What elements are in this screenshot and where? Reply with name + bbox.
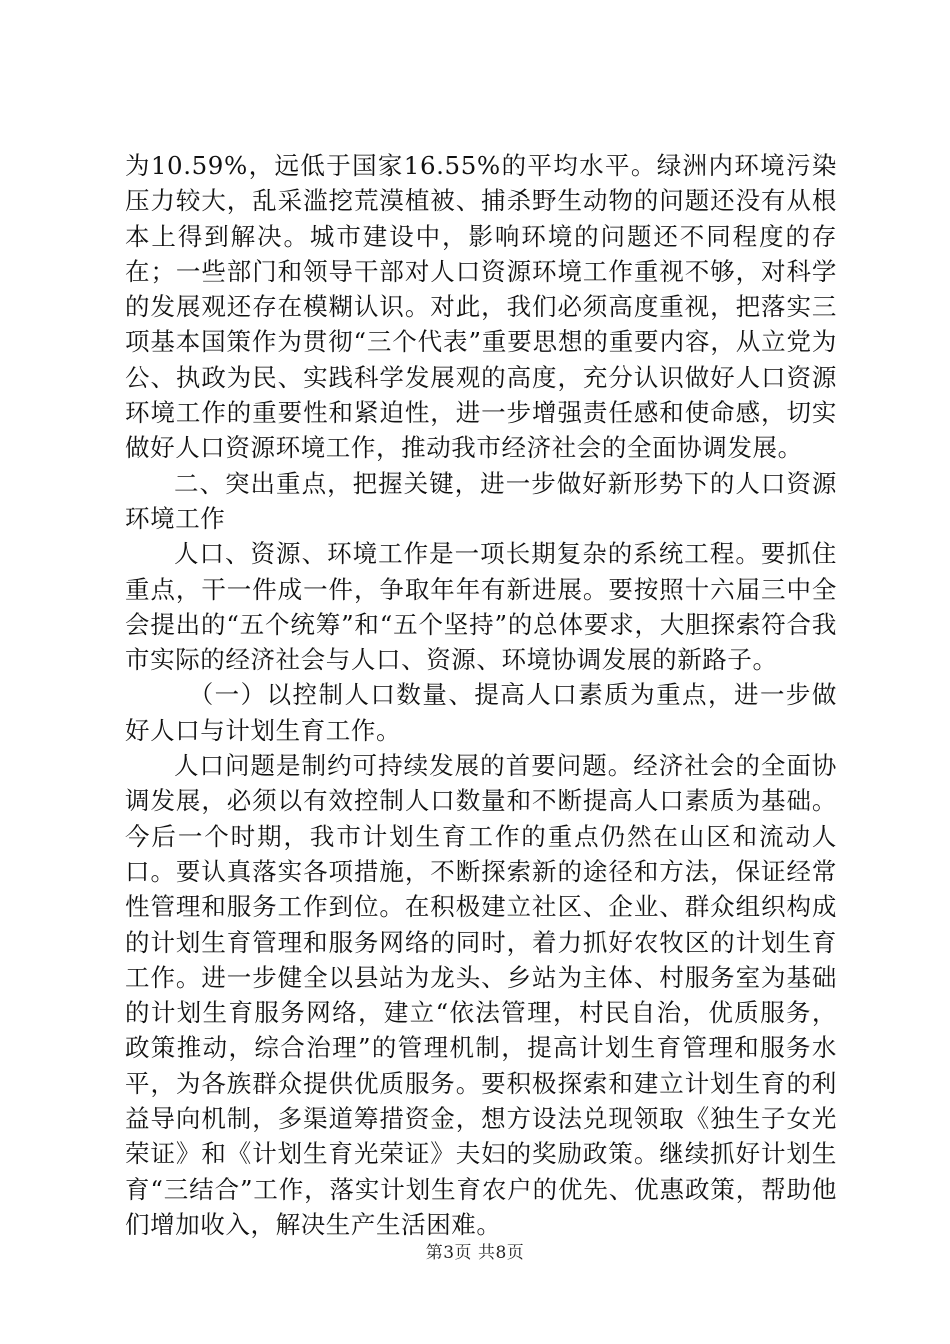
page-number-footer: 第3页 共8页 — [425, 1243, 525, 1263]
section-heading-two: 二、突出重点，把握关键，进一步做好新形势下的人口资源环境工作 — [125, 468, 837, 533]
body-text — [125, 148, 837, 1242]
paragraph-population: 人口问题是制约可持续发展的首要问题。经济社会的全面协调发展，必须以有效控制人口数量和不断提高人口素质为基础。今后一个时期，我市计划生育工作的重点仍然在山区和流动人口。要认真落实各项措施，不断探索新的途径和方法，保证经常性管理和服务工作到位。在积极建立社区、企业、群众组织构成的计划生育管理和服务网络的同时，着力抓好农牧区的计划生育工作。进一步健全以县站为龙头、乡站为主体、村服务室为基础的计划生育服务网络，建立“依法管理，村民自治，优质服务，政策推动，综合治理”的管理机制，提高计划生育管理和服务水平，为各族群众提供优质服务。要积极探索和建立计划生育的利益导向机制，多渠道筹措资金，想方设法兑现领取《独生子女光荣证》和《计划生育光荣证》夫妇的奖励政策。继续抓好计划生育“三结合”工作，落实计划生育农户的优先、优惠政策，帮助他们增加收入，解决生产生活困难。 — [125, 751, 837, 1239]
subsection-heading-one: （一）以控制人口数量、提高人口素质为重点，进一步做好人口与计划生育工作。 — [125, 680, 837, 745]
paragraph-continuation: 为10.59%，远低于国家16.55%的平均水平。绿洲内环境污染压力较大，乱采滥挖荒漠植被、捕杀野生动物的问题还没有从根本上得到解决。城市建设中，影响环境的问题还不同程度的存在；一些部门和领导干部对人口资源环境工作重视不够，对科学的发展观还存在模糊认识。对此，我们必须高度重视，把落实三项基本国策作为贯彻“三个代表”重要思想的重要内容，从立党为公、执政为民、实践科学发展观的高度，充分认识做好人口资源环境工作的重要性和紧迫性，进一步增强责任感和使命感，切实做好人口资源环境工作，推动我市经济社会的全面协调发展。 — [125, 151, 837, 463]
paragraph-section-intro: 人口、资源、环境工作是一项长期复杂的系统工程。要抓住重点，干一件成一件，争取年年有新进展。要按照十六届三中全会提出的“五个统筹”和“五个坚持”的总体要求，大胆探索符合我市实际的经济社会与人口、资源、环境协调发展的新路子。 — [125, 539, 837, 675]
